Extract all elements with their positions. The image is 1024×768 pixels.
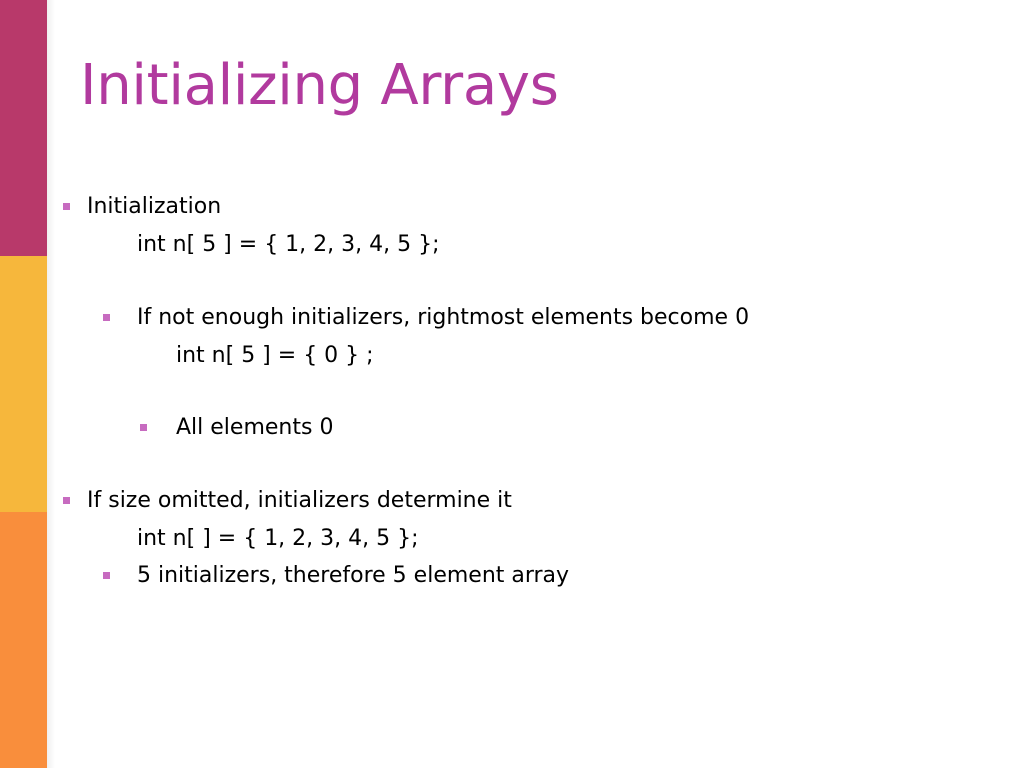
bullet-text: Initialization	[87, 194, 222, 219]
bullet-text: 5 initializers, therefore 5 element array	[137, 563, 570, 588]
bullet-marker	[103, 572, 110, 579]
accent-band-top	[0, 0, 47, 256]
code-line: int n[ ] = { 1, 2, 3, 4, 5 };	[137, 526, 419, 551]
bullet-text: If size omitted, initializers determine it	[87, 488, 512, 513]
accent-band-bottom	[0, 512, 47, 768]
bullet-text: All elements 0	[176, 415, 334, 440]
bullet-marker	[103, 314, 110, 321]
bullet-marker	[63, 497, 70, 504]
accent-band-middle	[0, 256, 47, 512]
slide-title: Initializing Arrays	[80, 53, 559, 118]
code-line: int n[ 5 ] = { 0 } ;	[176, 343, 374, 368]
accent-band-shadow	[47, 0, 55, 768]
bullet-marker	[63, 203, 70, 210]
bullet-marker	[140, 424, 147, 431]
code-line: int n[ 5 ] = { 1, 2, 3, 4, 5 };	[137, 232, 440, 257]
bullet-text: If not enough initializers, rightmost elements become 0	[137, 305, 750, 330]
